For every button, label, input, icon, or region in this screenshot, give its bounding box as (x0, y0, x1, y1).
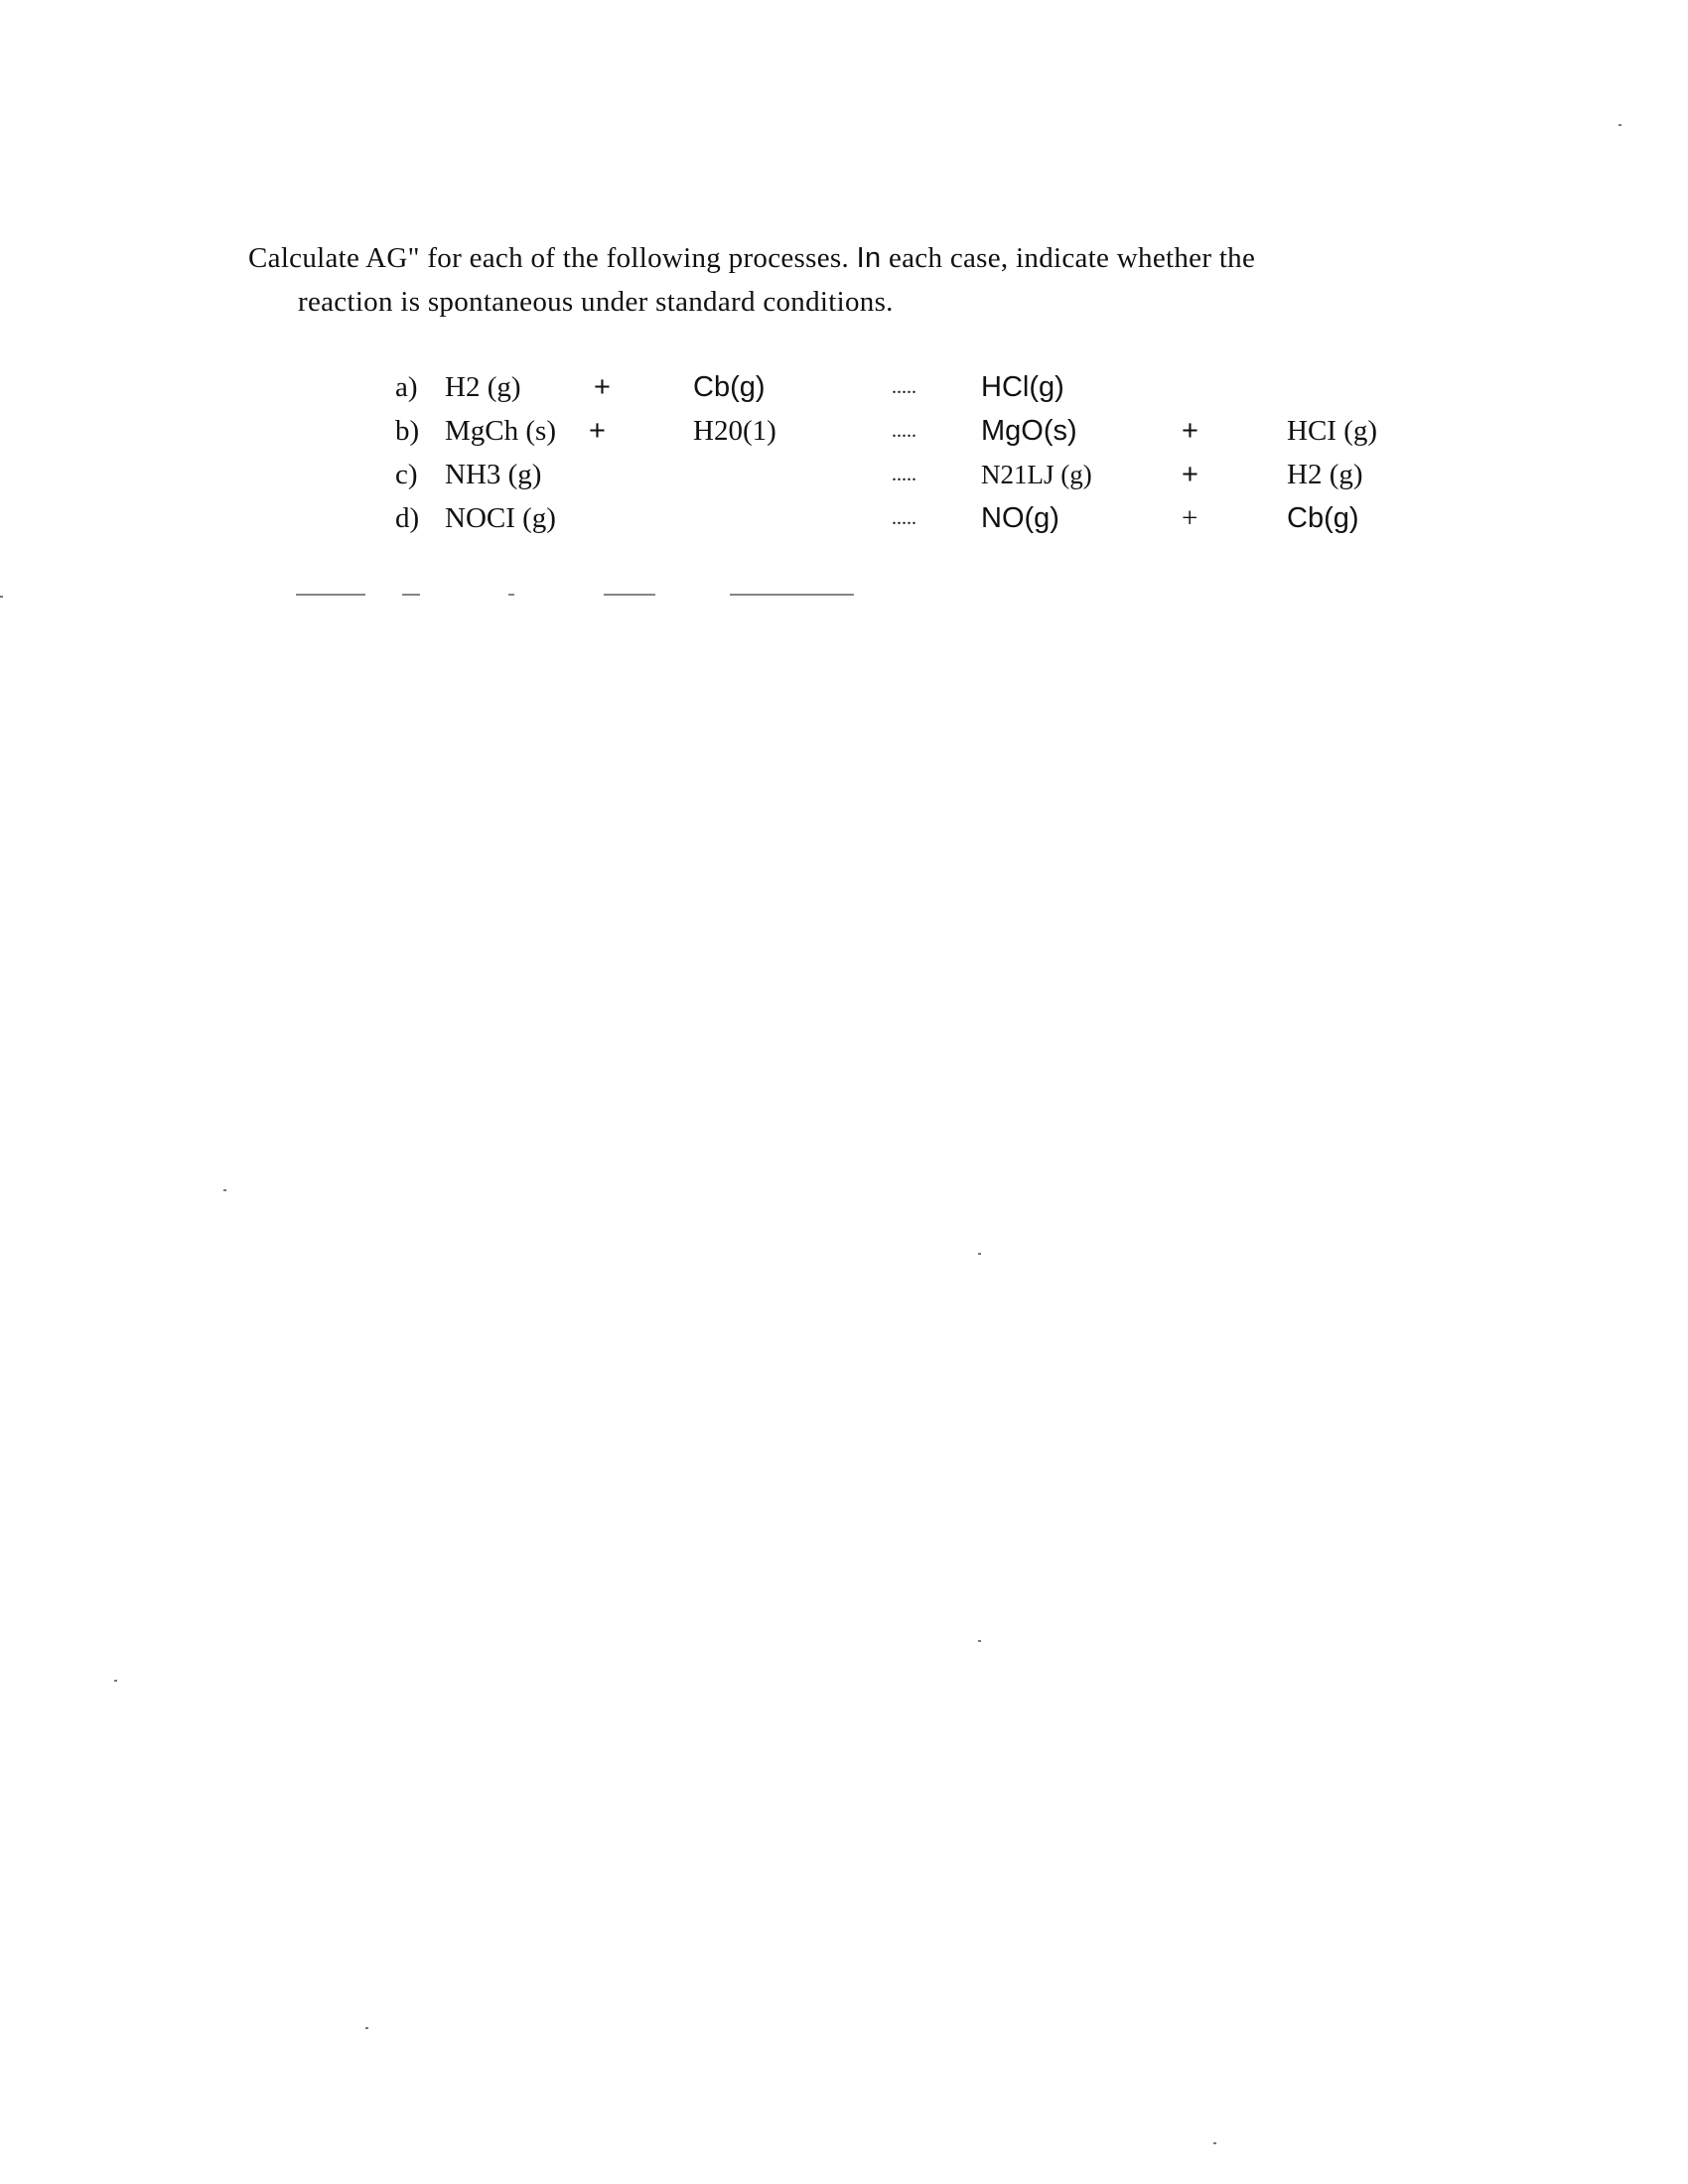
reaction-label: c) (395, 459, 418, 490)
plus-sign: + (1182, 502, 1198, 534)
scan-artifact (1213, 2142, 1216, 2144)
scan-artifact (114, 1680, 117, 1682)
reaction-list (395, 365, 1438, 540)
reaction-label: b) (395, 415, 420, 447)
reaction-arrow: ..... (892, 464, 916, 485)
reactant-2: H20(1) (693, 415, 776, 447)
reaction-row-a (395, 365, 1438, 409)
scan-artifact (730, 594, 854, 596)
product-2: H2 (g) (1287, 459, 1363, 490)
reactant-1: H2 (g) (445, 371, 521, 403)
scan-artifact (978, 1253, 981, 1255)
scan-artifact (978, 1640, 981, 1642)
scan-artifact (296, 594, 365, 596)
reaction-label: d) (395, 502, 420, 534)
reaction-row-b (395, 409, 1438, 453)
product-1: MgO(s) (981, 415, 1077, 447)
reaction-row-c (395, 453, 1438, 496)
product-2: HCI (g) (1287, 415, 1378, 447)
prompt-text-start: Calculate AG" for each of the following processes. (248, 242, 850, 274)
reaction-arrow: ..... (892, 420, 916, 442)
reactant-2: Cb(g) (693, 371, 766, 403)
prompt-text-in: In (856, 242, 882, 274)
reaction-arrow: ..... (892, 376, 916, 398)
product-1: NO(g) (981, 502, 1059, 534)
scan-artifact (223, 1189, 226, 1191)
reactant-1: MgCh (s) (445, 415, 556, 447)
prompt-text-line2: reaction is spontaneous under standard conditions. (298, 286, 894, 318)
plus-sign: + (1182, 415, 1198, 447)
plus-sign: + (589, 415, 606, 447)
reaction-row-d (395, 496, 1438, 540)
reaction-arrow: ..... (892, 507, 916, 529)
scan-artifact (402, 594, 420, 596)
plus-sign: + (1182, 459, 1198, 490)
prompt-text-end: each case, indicate whether the (888, 242, 1256, 274)
question-prompt (248, 236, 1440, 324)
reactant-1: NH3 (g) (445, 459, 542, 490)
product-1: N21LJ (g) (981, 460, 1092, 489)
plus-sign: + (594, 371, 611, 403)
reactant-1: NOCI (g) (445, 502, 556, 534)
scan-artifact (0, 596, 3, 598)
scan-artifact (604, 594, 655, 596)
scan-artifact (1618, 124, 1621, 126)
reaction-label: a) (395, 371, 418, 403)
product-2: Cb(g) (1287, 502, 1359, 534)
scan-artifact (508, 594, 514, 596)
product-1: HCl(g) (981, 371, 1064, 403)
scan-artifact (365, 2027, 368, 2029)
